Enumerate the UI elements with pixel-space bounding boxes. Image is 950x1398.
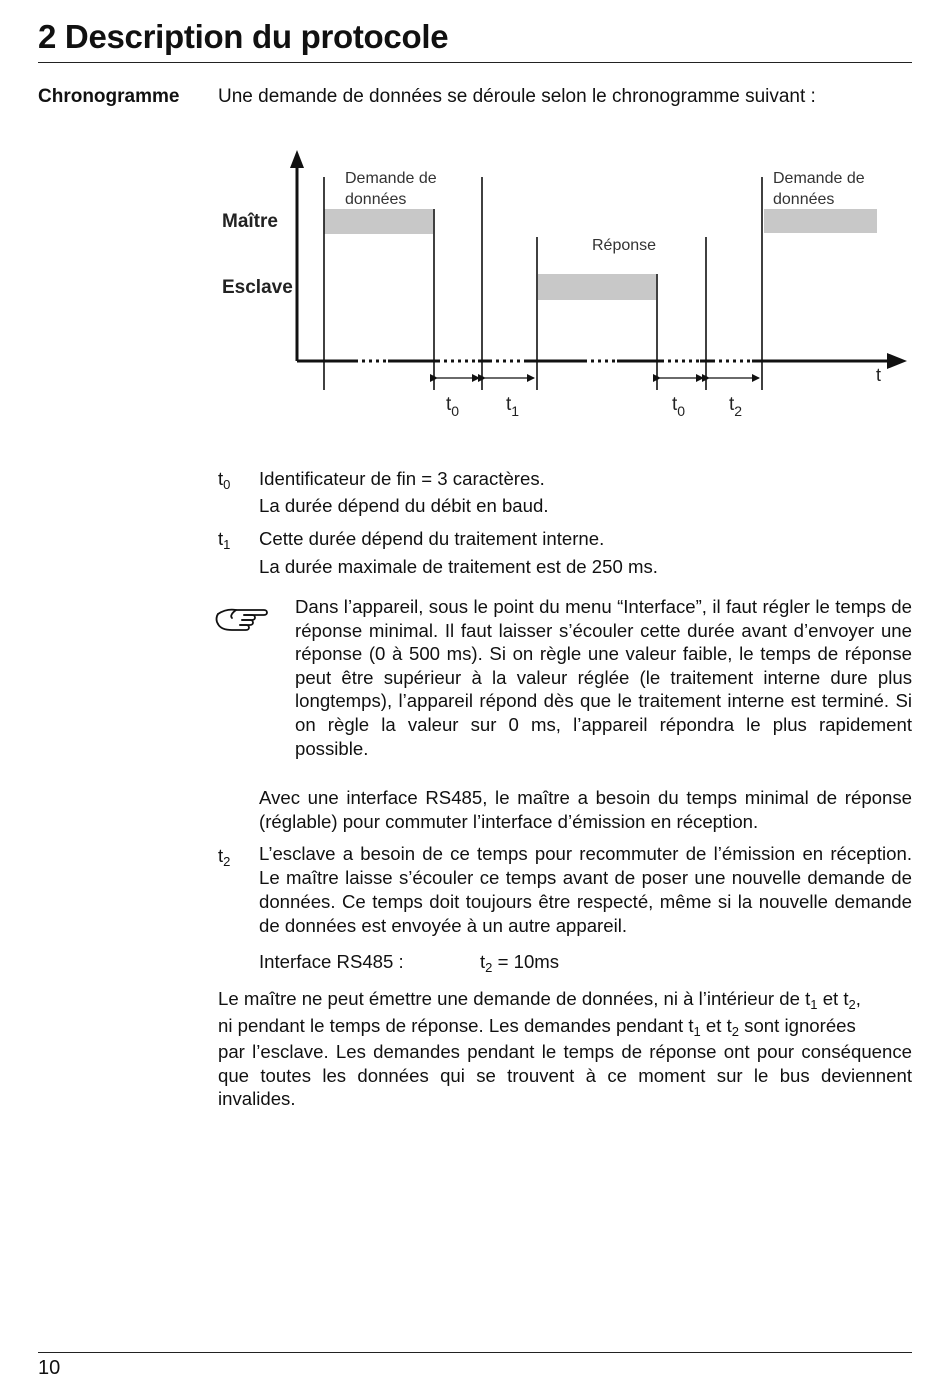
master-request-bar-1 xyxy=(324,209,433,234)
t1-definition-line2: La durée maximale de traitement est de 250 ms. xyxy=(259,556,658,577)
slave-response-bar xyxy=(538,274,656,300)
timing-diagram xyxy=(0,0,950,440)
t2-label: $t_2$ xyxy=(729,394,743,419)
pointing-hand-icon xyxy=(214,604,272,640)
time-axis-label: t xyxy=(876,365,882,385)
response-label: Réponse xyxy=(592,237,657,254)
slave-label: Esclave xyxy=(222,277,293,298)
final-paragraph-line1: Le maître ne peut émettre une demande de données, ni à l’intérieur de $t_1$ et $t_2$, xyxy=(218,988,861,1012)
y-axis-arrowhead xyxy=(290,150,304,168)
t0-label-1: $t_0$ xyxy=(446,394,460,419)
page-title: 2 Description du protocole xyxy=(38,18,449,55)
request-1-label-line2: données xyxy=(345,191,407,208)
page-number: 10 xyxy=(38,1357,61,1379)
request-2-label-line1: Demande de xyxy=(773,170,865,187)
t0-symbol: $t_0$ xyxy=(218,468,231,492)
final-paragraph-line2: ni pendant le temps de réponse. Les demandes pendant $t_1$ et $t_2$ sont ignorées xyxy=(218,1015,856,1039)
section-intro: Une demande de données se déroule selon le chronogramme suivant : xyxy=(218,86,816,107)
master-request-bar-2 xyxy=(764,209,877,233)
request-2-label-line2: données xyxy=(773,191,835,208)
t2-symbol: $t_2$ xyxy=(218,845,231,869)
request-1-label-line1: Demande de xyxy=(345,170,437,187)
t0-label-2: $t_0$ xyxy=(672,394,686,419)
interface-value: $t_2 = 10ms$ xyxy=(480,951,560,975)
t0-definition-line2: La durée dépend du débit en baud. xyxy=(259,495,549,516)
t1-definition-line1: Cette durée dépend du traitement interne. xyxy=(259,528,605,549)
rs485-paragraph: Avec une interface RS485, le maître a besoin du temps minimal de réponse (réglable) pour commuter l’interface d’émission en réception. xyxy=(259,787,912,832)
master-label: Maître xyxy=(222,211,278,232)
t0-definition-line1: Identificateur de fin = 3 caractères. xyxy=(259,468,545,489)
x-axis-arrowhead xyxy=(887,353,907,369)
note-text: Dans l’appareil, sous le point du menu “Interface”, il faut régler le temps de réponse minimal. Il faut laisser s’écouler cette durée avant d’envoyer une réponse (0 à 500 ms). Si on règle une valeur faible, le temps de réponse peut être supérieur à la valeur réglée (le traitement interne dure plus longtemps), l’appareil répond dès que le traitement interne est terminé. Si on règle la valeur sur 0 ms, l’appareil répondra le plus rapidement possible. xyxy=(295,596,912,759)
section-label: Chronogramme xyxy=(38,86,180,107)
t1-symbol: $t_1$ xyxy=(218,528,231,552)
interface-label: Interface RS485 : xyxy=(259,951,404,972)
final-paragraph-rest: par l’esclave. Les demandes pendant le temps de réponse ont pour conséquence que toutes les données qui se trouvent à ce moment sur le bus deviennent invalides. xyxy=(218,1041,912,1110)
t1-label: $t_1$ xyxy=(506,394,520,419)
footer-rule xyxy=(38,1352,912,1353)
t2-definition: L’esclave a besoin de ce temps pour recommuter de l’émission en réception. Le maître laisse s’écouler ce temps avant de poser une nouvelle demande de données. Ce temps doit toujours être respecté, même si la nouvelle demande de données est envoyée à un autre appareil. xyxy=(259,843,912,936)
